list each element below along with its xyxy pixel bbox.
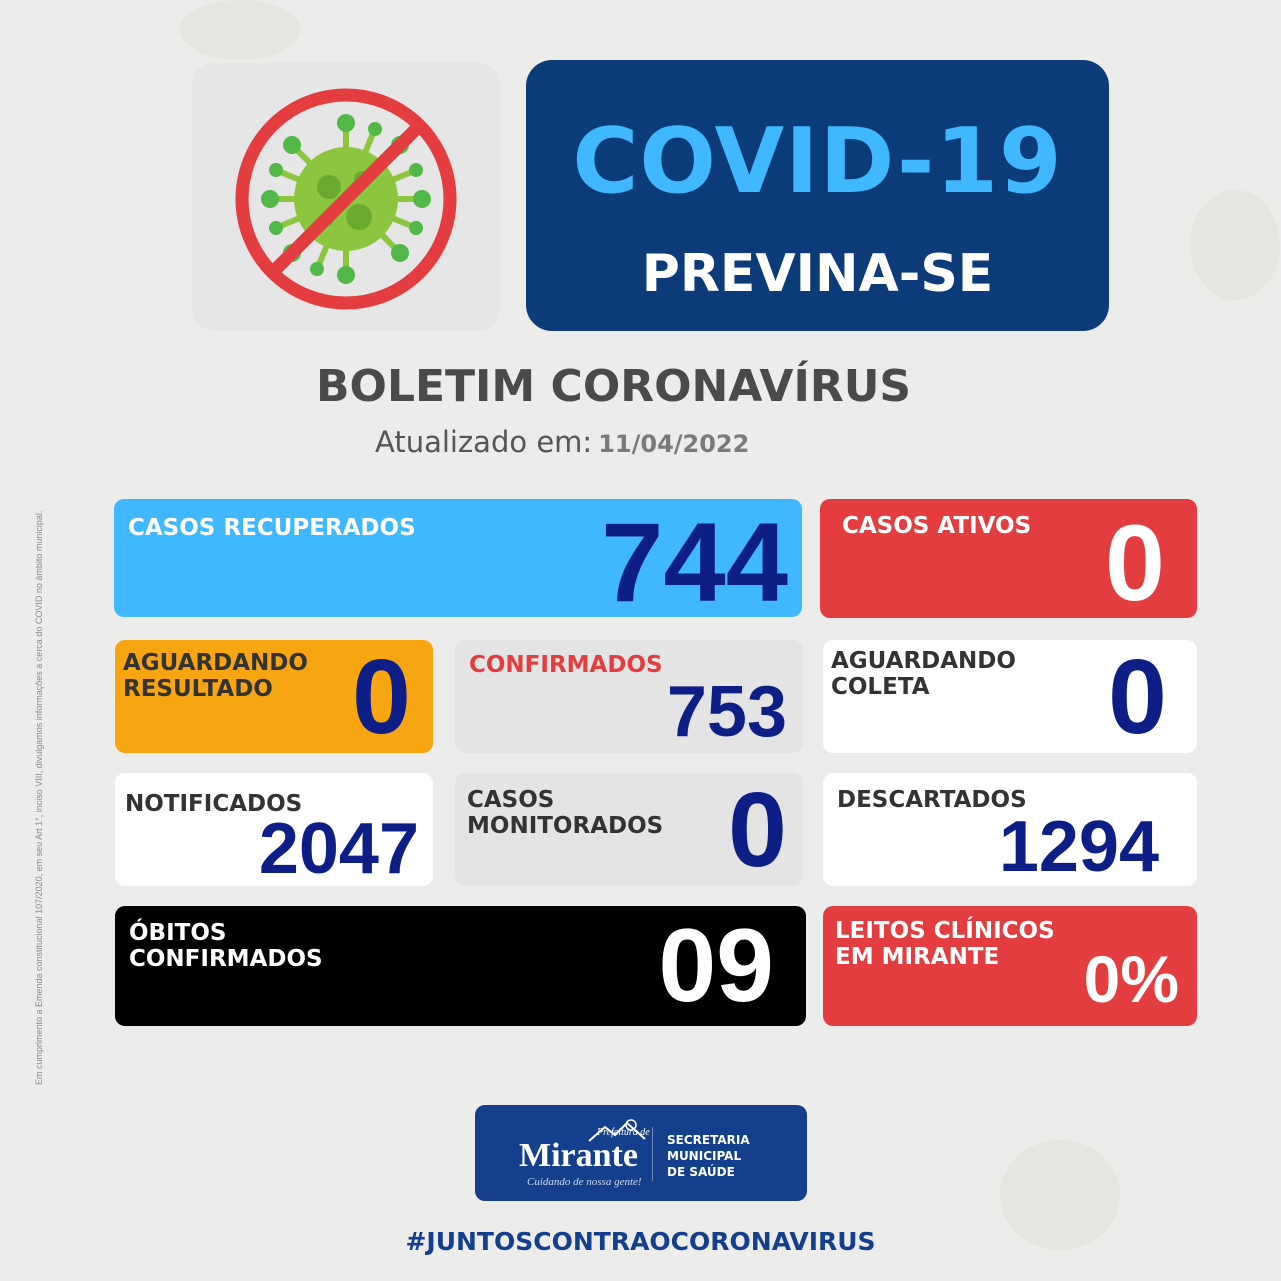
banner-title: COVID-19 (572, 109, 1063, 214)
card-confirmados (455, 640, 803, 753)
card-value: 0 (1104, 502, 1165, 623)
card-label: CASOS MONITORADOS (467, 787, 664, 839)
card-value: 0 (728, 771, 787, 889)
logo-name: Mirante (519, 1137, 638, 1174)
card-label: LEITOS CLÍNICOS EM MIRANTE (835, 918, 1055, 970)
card-label: AGUARDANDO COLETA (831, 648, 1016, 700)
card-leitos-clinicos (823, 906, 1197, 1026)
card-aguardando-resultado (115, 638, 433, 756)
card-descartados (823, 773, 1197, 886)
updated-date: 11/04/2022 (598, 430, 750, 458)
logo-divider (652, 1127, 653, 1181)
card-label: CONFIRMADOS (469, 652, 663, 678)
card-value: 09 (658, 908, 774, 1024)
card-casos-ativos (820, 499, 1197, 623)
card-value: 1294 (998, 807, 1159, 887)
card-aguardando-coleta (823, 638, 1197, 756)
card-label: ÓBITOS CONFIRMADOS (129, 920, 323, 972)
no-virus-icon (234, 87, 458, 311)
logo-tagline: Cuidando de nossa gente! (527, 1176, 642, 1188)
mirante-logo (475, 1105, 807, 1201)
bulletin-heading: BOLETIM CORONAVÍRUS (316, 361, 912, 412)
card-value: 0% (1083, 942, 1179, 1016)
department-name: SECRETARIA MUNICIPAL DE SAÚDE (667, 1133, 750, 1179)
card-casos-monitorados (455, 771, 803, 889)
card-label: NOTIFICADOS (125, 791, 303, 817)
card-value: 0 (352, 638, 411, 756)
updated-line (375, 425, 749, 459)
logo-prefix: Prefeitura de (597, 1127, 650, 1138)
card-label: CASOS ATIVOS (842, 513, 1032, 539)
card-casos-recuperados (114, 499, 802, 625)
background-virus-decoration (180, 0, 300, 60)
background-virus-decoration (1190, 190, 1280, 300)
card-notificados (115, 773, 433, 889)
title-banner (526, 60, 1109, 331)
card-label: CASOS RECUPERADOS (128, 515, 416, 541)
card-value: 744 (601, 500, 788, 625)
card-label: AGUARDANDO RESULTADO (123, 650, 308, 702)
card-value: 0 (1108, 638, 1167, 756)
legal-note: Em cumprimento a Emenda constitucional 107/2020, em seu Art 1°, inciso VIII, divulgamos informações a cerca do COVID no âmbito municipal. (34, 510, 44, 1085)
card-value: 2047 (258, 809, 419, 889)
banner-subtitle: PREVINA-SE (641, 244, 994, 304)
updated-label: Atualizado em: (375, 425, 593, 459)
card-label: DESCARTADOS (837, 787, 1027, 813)
hashtag: #JUNTOSCONTRAOCORONAVIRUS (405, 1227, 876, 1256)
card-value: 753 (666, 672, 787, 752)
card-obitos-confirmados (115, 906, 806, 1026)
icon-card (192, 63, 500, 331)
